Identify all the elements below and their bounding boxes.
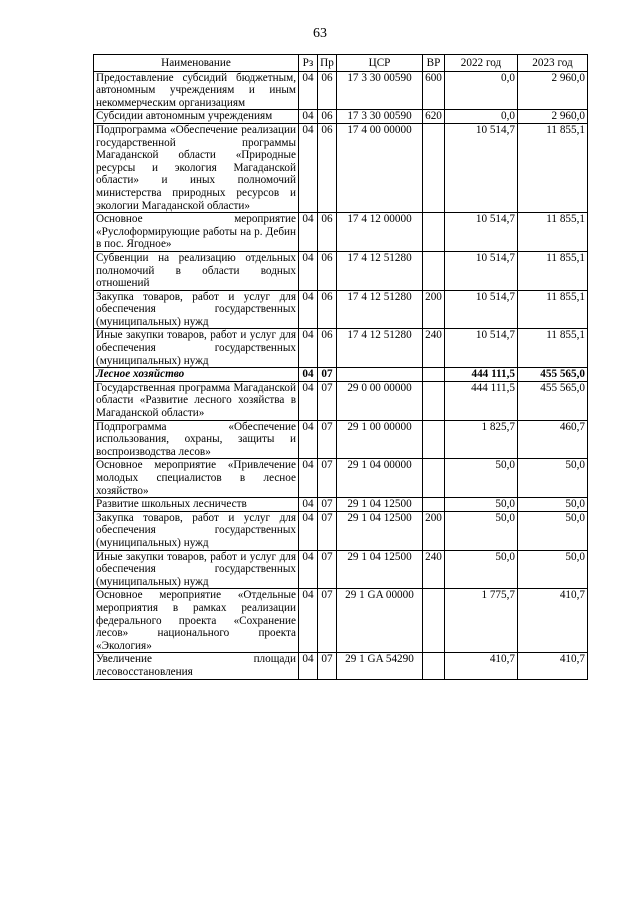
cell-vr — [423, 420, 445, 459]
table-row — [94, 653, 588, 679]
cell-pr: 06 — [318, 251, 337, 290]
cell-vr — [423, 123, 445, 212]
cell-csr: 17 4 12 51280 — [337, 329, 423, 368]
cell-vr: 620 — [423, 110, 445, 124]
cell-rz: 04 — [299, 110, 318, 124]
cell-pr: 06 — [318, 71, 337, 110]
cell-rz: 04 — [299, 550, 318, 589]
cell-2023: 460,7 — [518, 420, 588, 459]
cell-rz: 04 — [299, 498, 318, 512]
cell-rz: 04 — [299, 589, 318, 653]
cell-2023: 50,0 — [518, 459, 588, 498]
cell-2022: 50,0 — [445, 550, 518, 589]
cell-2022: 444 111,5 — [445, 368, 518, 382]
cell-vr — [423, 251, 445, 290]
cell-name: Основное мероприятие «Привлечение молодых специалистов в лесное хозяйство» — [94, 459, 299, 498]
cell-vr: 600 — [423, 71, 445, 110]
cell-pr: 06 — [318, 329, 337, 368]
cell-pr: 07 — [318, 381, 337, 420]
cell-name: Основное мероприятие «Руслоформирующие работы на р. Дебин в пос. Ягодное» — [94, 213, 299, 252]
cell-rz: 04 — [299, 290, 318, 329]
cell-csr: 29 1 GA 54290 — [337, 653, 423, 679]
cell-2023: 11 855,1 — [518, 290, 588, 329]
cell-2022: 10 514,7 — [445, 290, 518, 329]
cell-2023: 50,0 — [518, 498, 588, 512]
cell-rz: 04 — [299, 368, 318, 382]
table-row — [94, 329, 588, 368]
cell-pr: 06 — [318, 213, 337, 252]
cell-2023: 50,0 — [518, 511, 588, 550]
cell-vr: 240 — [423, 550, 445, 589]
cell-csr: 17 4 00 00000 — [337, 123, 423, 212]
table-row — [94, 368, 588, 382]
cell-2022: 1 775,7 — [445, 589, 518, 653]
cell-2022: 10 514,7 — [445, 329, 518, 368]
table-row — [94, 213, 588, 252]
cell-2023: 410,7 — [518, 653, 588, 679]
header-2023: 2023 год — [518, 55, 588, 72]
table-row — [94, 290, 588, 329]
cell-name: Субвенции на реализацию отдельных полномочий в области водных отношений — [94, 251, 299, 290]
cell-2022: 10 514,7 — [445, 251, 518, 290]
cell-name: Субсидии автономным учреждениям — [94, 110, 299, 124]
cell-name: Увеличение площади лесовосстановления — [94, 653, 299, 679]
table-header-row — [94, 55, 588, 72]
cell-vr: 200 — [423, 290, 445, 329]
page-number: 63 — [313, 26, 327, 41]
cell-2023: 410,7 — [518, 589, 588, 653]
cell-2023: 2 960,0 — [518, 71, 588, 110]
cell-2022: 50,0 — [445, 498, 518, 512]
cell-csr: 29 1 04 12500 — [337, 550, 423, 589]
cell-vr — [423, 589, 445, 653]
cell-pr: 07 — [318, 459, 337, 498]
cell-vr — [423, 498, 445, 512]
cell-vr — [423, 381, 445, 420]
cell-name: Государственная программа Магаданской области «Развитие лесного хозяйства в Магаданской области» — [94, 381, 299, 420]
cell-rz: 04 — [299, 420, 318, 459]
header-name: Наименование — [94, 55, 299, 72]
cell-2022: 10 514,7 — [445, 213, 518, 252]
cell-2022: 50,0 — [445, 511, 518, 550]
cell-rz: 04 — [299, 123, 318, 212]
header-rz: Рз — [299, 55, 318, 72]
cell-name: Подпрограмма «Обеспечение использования, охраны, защиты и воспроизводства лесов» — [94, 420, 299, 459]
cell-name: Основное мероприятие «Отдельные мероприятия в рамках реализации федерального проекта «Сохранение лесов» национального проекта «Экология» — [94, 589, 299, 653]
header-2022: 2022 год — [445, 55, 518, 72]
cell-name: Развитие школьных лесничеств — [94, 498, 299, 512]
cell-2022: 10 514,7 — [445, 123, 518, 212]
cell-csr: 17 4 12 00000 — [337, 213, 423, 252]
cell-rz: 04 — [299, 71, 318, 110]
cell-name: Закупка товаров, работ и услуг для обеспечения государственных (муниципальных) нужд — [94, 511, 299, 550]
cell-2022: 0,0 — [445, 71, 518, 110]
cell-csr: 17 3 30 00590 — [337, 71, 423, 110]
cell-rz: 04 — [299, 213, 318, 252]
cell-2023: 455 565,0 — [518, 381, 588, 420]
table-row — [94, 251, 588, 290]
cell-vr — [423, 459, 445, 498]
cell-csr: 29 1 GA 00000 — [337, 589, 423, 653]
cell-pr: 07 — [318, 589, 337, 653]
table-row — [94, 110, 588, 124]
cell-csr: 29 1 00 00000 — [337, 420, 423, 459]
cell-name: Иные закупки товаров, работ и услуг для обеспечения государственных (муниципальных) нужд — [94, 329, 299, 368]
cell-csr: 17 4 12 51280 — [337, 290, 423, 329]
cell-pr: 07 — [318, 511, 337, 550]
cell-2023: 11 855,1 — [518, 213, 588, 252]
cell-vr — [423, 213, 445, 252]
cell-2023: 11 855,1 — [518, 123, 588, 212]
header-vr: ВР — [423, 55, 445, 72]
cell-2022: 410,7 — [445, 653, 518, 679]
cell-rz: 04 — [299, 381, 318, 420]
cell-csr: 29 1 04 00000 — [337, 459, 423, 498]
cell-vr: 240 — [423, 329, 445, 368]
cell-pr: 06 — [318, 110, 337, 124]
cell-rz: 04 — [299, 329, 318, 368]
cell-rz: 04 — [299, 511, 318, 550]
cell-rz: 04 — [299, 251, 318, 290]
cell-csr: 29 0 00 00000 — [337, 381, 423, 420]
cell-csr — [337, 368, 423, 382]
cell-name: Предоставление субсидий бюджетным, автономным учреждениям и иным некоммерческим организациям — [94, 71, 299, 110]
budget-table — [93, 54, 588, 680]
cell-2023: 11 855,1 — [518, 251, 588, 290]
table-row — [94, 550, 588, 589]
cell-pr: 07 — [318, 550, 337, 589]
cell-csr: 17 3 30 00590 — [337, 110, 423, 124]
cell-pr: 07 — [318, 420, 337, 459]
cell-csr: 29 1 04 12500 — [337, 511, 423, 550]
cell-pr: 07 — [318, 368, 337, 382]
cell-csr: 17 4 12 51280 — [337, 251, 423, 290]
cell-vr — [423, 653, 445, 679]
cell-name: Подпрограмма «Обеспечение реализации государственной программы Магаданской области «Природные ресурсы и экология Магаданской области» и иных полномочий министерства природных ресурсов и экологии Магаданской области» — [94, 123, 299, 212]
cell-2023: 11 855,1 — [518, 329, 588, 368]
table-body — [94, 71, 588, 679]
cell-rz: 04 — [299, 653, 318, 679]
cell-2022: 50,0 — [445, 459, 518, 498]
header-pr: Пр — [318, 55, 337, 72]
cell-2023: 2 960,0 — [518, 110, 588, 124]
cell-2023: 455 565,0 — [518, 368, 588, 382]
table-row — [94, 511, 588, 550]
cell-2022: 1 825,7 — [445, 420, 518, 459]
cell-2023: 50,0 — [518, 550, 588, 589]
cell-csr: 29 1 04 12500 — [337, 498, 423, 512]
cell-vr — [423, 368, 445, 382]
header-csr: ЦСР — [337, 55, 423, 72]
cell-name: Закупка товаров, работ и услуг для обеспечения государственных (муниципальных) нужд — [94, 290, 299, 329]
table-row — [94, 459, 588, 498]
cell-pr: 07 — [318, 498, 337, 512]
table-row — [94, 381, 588, 420]
cell-pr: 06 — [318, 123, 337, 212]
cell-2022: 444 111,5 — [445, 381, 518, 420]
cell-name: Лесное хозяйство — [94, 368, 299, 382]
table-row — [94, 123, 588, 212]
cell-pr: 06 — [318, 290, 337, 329]
table-row — [94, 589, 588, 653]
table-row — [94, 498, 588, 512]
table-row — [94, 71, 588, 110]
cell-2022: 0,0 — [445, 110, 518, 124]
cell-name: Иные закупки товаров, работ и услуг для обеспечения государственных (муниципальных) нужд — [94, 550, 299, 589]
cell-pr: 07 — [318, 653, 337, 679]
cell-rz: 04 — [299, 459, 318, 498]
cell-vr: 200 — [423, 511, 445, 550]
table-row — [94, 420, 588, 459]
